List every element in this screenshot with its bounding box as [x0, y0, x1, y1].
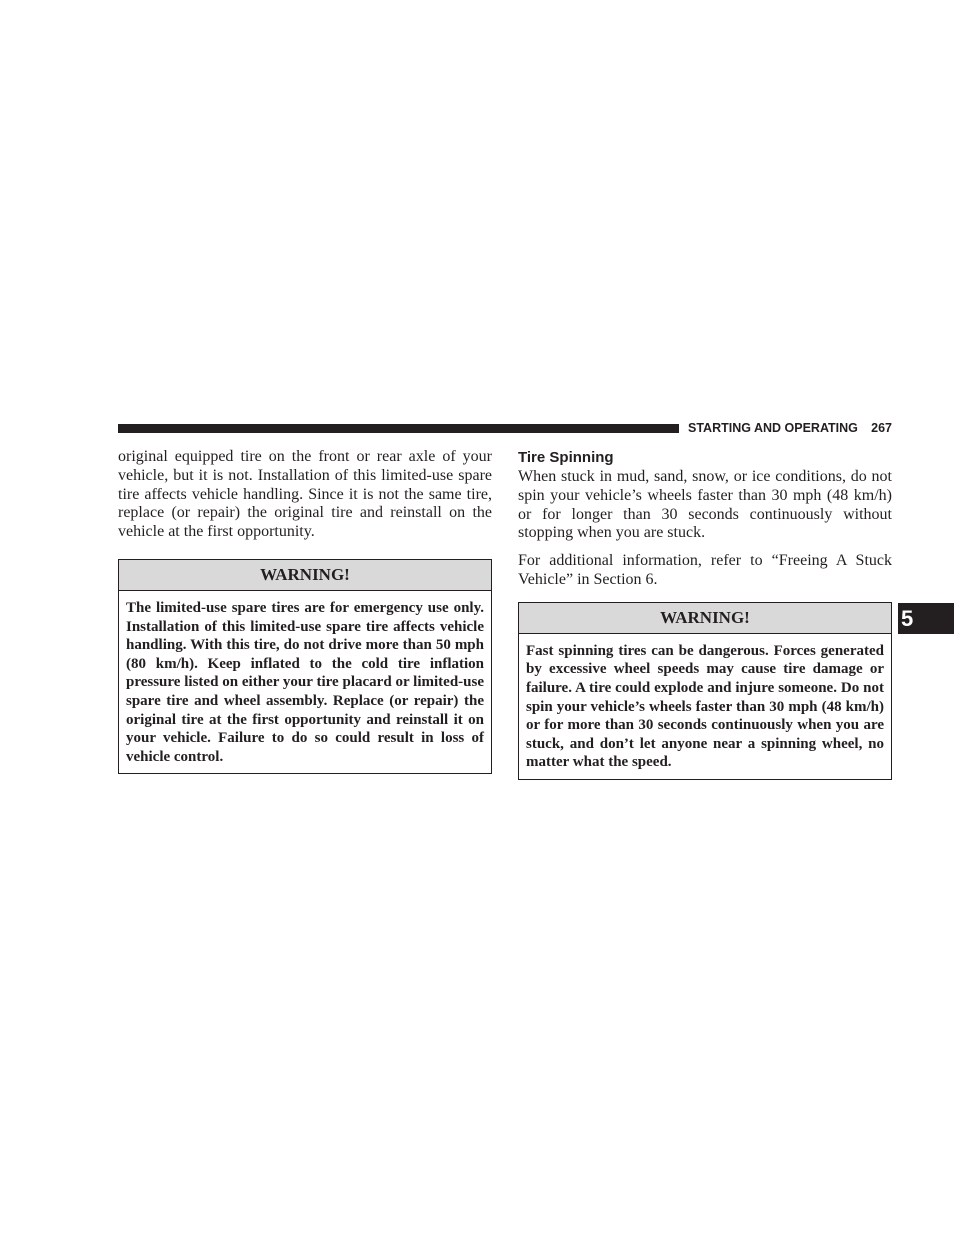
warning-text: Fast spinning tires can be dangerous. Forces generated by excessive wheel speeds may cause tire damage or failure. A tire could explode and injure someone. Do not spin your vehicle’s wheels faster than 30 mph (48 km/h) or for more than 30 seconds continuously when you are stuck, and don’t let anyone near a spinning wheel, no matter what the speed.	[526, 642, 884, 771]
warning-title: WARNING!	[119, 560, 491, 591]
page-number: 267	[871, 421, 892, 435]
section-title: STARTING AND OPERATING	[688, 421, 858, 435]
header-rule	[118, 424, 679, 433]
warning-title: WARNING!	[519, 603, 891, 634]
section-tab: 5	[898, 603, 954, 634]
left-column	[118, 448, 492, 774]
tire-spinning-paragraph: When stuck in mud, sand, snow, or ice conditions, do not spin your vehicle’s wheels faster than 30 mph (48 km/h) or for longer than 30 seconds continuously without stopping when you are stuck.	[518, 468, 892, 542]
continued-paragraph: original equipped tire on the front or rear axle of your vehicle, but it is not. Installation of this limited-use spare tire affects vehicle handling. Since it is not the same tire, replace (or repair) the original tire and reinstall on the vehicle at the first opportunity.	[118, 448, 492, 541]
additional-info-paragraph: For additional information, refer to “Freeing A Stuck Vehicle” in Section 6.	[518, 552, 892, 588]
running-header	[688, 420, 892, 436]
spinning-warning-box	[518, 602, 892, 780]
warning-text: The limited-use spare tires are for emergency use only. Installation of this limited-use spare tire affects vehicle handling. With this tire, do not drive more than 50 mph (80 km/h). Keep inflated to the cold tire inflation pressure listed on either your tire placard or limited-use spare tire and wheel assembly. Replace (or repair) the original tire at the first opportunity and reinstall it on your vehicle. Failure to do so could result in loss of vehicle control.	[126, 599, 484, 765]
tire-spinning-heading: Tire Spinning	[518, 449, 614, 466]
spare-tire-warning-box	[118, 559, 492, 774]
right-column	[518, 448, 892, 780]
